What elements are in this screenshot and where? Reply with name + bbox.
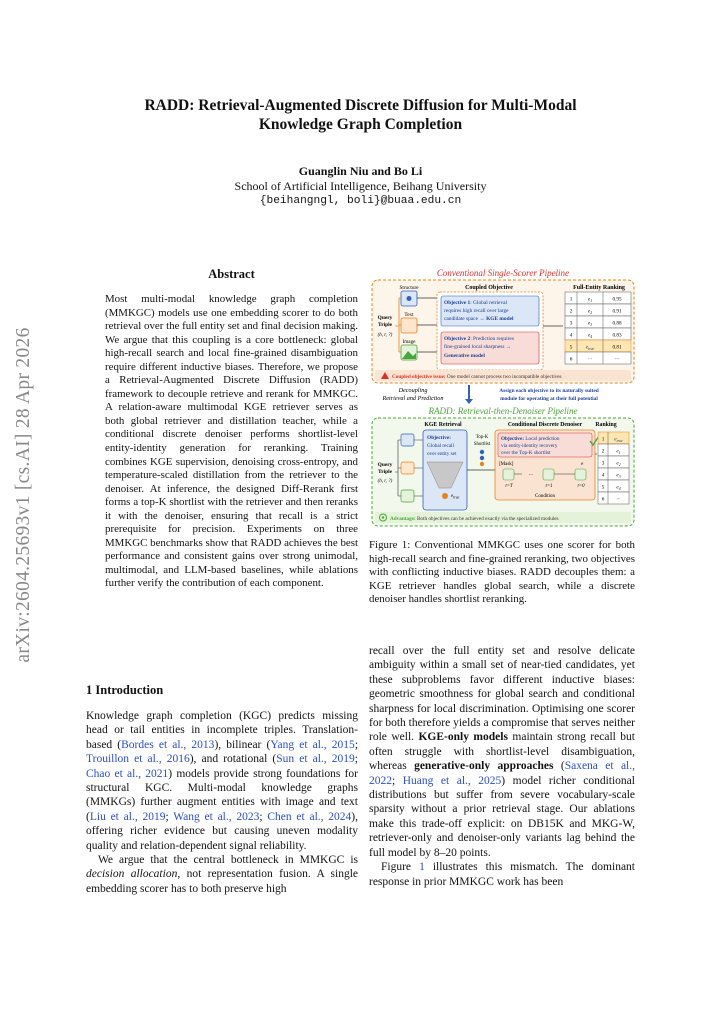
objective-1-text-1: Objective 1: Global retrieval (444, 300, 508, 306)
text-run: ; (392, 774, 403, 787)
text-run: illustrates this mismatch. The dominant response in prior MMKGC work has been (369, 861, 635, 888)
emphasis: decision allocation (86, 868, 178, 881)
citation-link[interactable]: Wang et al., 2023 (173, 810, 260, 823)
ranked-entity: $e_2$ (616, 460, 621, 467)
text-run: ; (259, 810, 268, 823)
ranked-entity: ··· (588, 356, 592, 363)
decoupling-label-2: Retrieval and Prediction (382, 395, 444, 402)
ranking-rank: 5 (601, 484, 605, 491)
retrieved-true-entity: $e_{true}$ (451, 494, 460, 500)
figure-1-diagram (369, 266, 637, 530)
ranking-row (565, 352, 631, 364)
full-entity-ranking-label: Full-Entity Ranking (573, 285, 625, 291)
text-run: ; (354, 738, 359, 751)
shortlist-dot (480, 456, 484, 460)
ranked-entity: $e_3$ (587, 320, 593, 327)
author-names: Guanglin Niu and Bo Li (298, 164, 423, 178)
text-run: ), and rotational ( (189, 753, 277, 766)
coupled-objective-label: Coupled Objective (465, 285, 513, 291)
ranking-rank: 6 (601, 496, 605, 503)
timestep-t-0: t=0 (577, 484, 585, 489)
ranking-score: 0.95 (612, 296, 622, 303)
figure-reference-link[interactable]: 1 (419, 861, 425, 874)
ranking-rank: 6 (569, 356, 573, 363)
text-run: We argue that the central bottleneck in MMKGC is (98, 854, 358, 867)
text-run: ; (354, 753, 358, 766)
diffusion-ellipsis: ··· (528, 472, 534, 478)
kge-retrieval-label: KGE Retrieval (424, 422, 462, 428)
intro-paragraph-2-continued (369, 644, 635, 860)
query-label: Query (377, 462, 393, 468)
image-icon (401, 490, 414, 502)
denoiser-objective-text-2: via entity-identity recovery (501, 443, 558, 449)
ranking-rank: 5 (569, 344, 573, 351)
text-run: ( (553, 760, 565, 773)
conventional-pipeline-title: Conventional Single-Scorer Pipeline (436, 268, 570, 278)
shortlist-dot (480, 462, 484, 466)
full-entity-ranking-table (565, 292, 631, 364)
triple-label: Triple (378, 322, 392, 328)
target-icon-center (382, 516, 384, 518)
ranking-rank: 3 (601, 460, 605, 467)
text-run: ), bilinear ( (214, 738, 271, 751)
kge-objective-text-3: over entity set (427, 451, 457, 457)
section-heading-introduction: 1 Introduction (86, 683, 164, 697)
objective-1-text-2: requires high recall over large (444, 308, 509, 314)
reranked-ranking-table (598, 432, 629, 504)
objective-2-text-1: Objective 2: Prediction requires (444, 336, 514, 342)
ranked-entity: $e_{true}$ (585, 344, 595, 351)
bold-term: KGE-only models (418, 731, 508, 744)
text-run: Figure (381, 861, 420, 874)
ranking-rank: 2 (601, 448, 605, 455)
query-label: Query (377, 315, 393, 321)
ranked-entity: $e_4$ (587, 332, 593, 339)
timestep-t-1: t=1 (545, 484, 553, 489)
objective-2-text-3: Generative model (444, 353, 485, 359)
text-run: , not representation fusion. A single embedding scorer has to both preserve high (86, 868, 358, 895)
denoiser-objective-text-1: Objective: Local prediction (501, 436, 560, 442)
abstract-heading: Abstract (208, 267, 255, 281)
condition-label: Condition (534, 494, 556, 499)
decoupling-arrowhead (465, 399, 473, 404)
arxiv-stamp-text: arXiv:2604.25693v1 [cs.AI] 28 Apr 2026 (13, 327, 34, 663)
assign-label-1: Assign each objective to its naturally suited (499, 388, 599, 394)
entity-token-label: e (581, 461, 584, 467)
text-label: Text (404, 312, 414, 318)
ranking-rank: 4 (569, 332, 573, 339)
paper-title (0, 96, 721, 134)
bold-term: generative-only approaches (414, 760, 554, 773)
paper-title-line-1: RADD: Retrieval-Augmented Discrete Diffusion for Multi-Modal (144, 97, 577, 114)
ranking-score: 0.91 (612, 308, 622, 315)
citation-link[interactable]: Liu et al., 2019 (89, 810, 166, 823)
ranking-score: 0.83 (612, 332, 622, 339)
ranking-label: Ranking (595, 422, 617, 428)
text-document-icon (401, 318, 417, 333)
ranking-score: 0.81 (612, 344, 622, 351)
denoiser-objective-text-3: over the Top-K shortlist (501, 450, 551, 456)
shortlist-dot (480, 450, 484, 454)
intro-right-column (369, 644, 635, 889)
ranking-rank: 1 (601, 436, 605, 443)
ranking-score: 0.88 (612, 320, 622, 327)
ranked-entity: $e_2$ (587, 308, 593, 315)
text-run: maintain strong recall but often struggle with shortlist-level disambiguation, whereas (369, 731, 636, 773)
ranked-entity: $e_1$ (616, 448, 621, 455)
ranked-entity: ··· (616, 496, 621, 503)
citation-link[interactable]: Sun et al., 2019 (276, 753, 355, 766)
ranking-rank: 3 (569, 320, 573, 327)
image-label: Image (402, 339, 416, 345)
text-run: recall over the full entity set and resolve delicate ambiguity within a small set of near-tied candidates, yet these subproblems favor different inductive biases: geometric smoothness for global search and conditional sharpness for local discrimination. Optimising one scorer for both therefore yields a compromise that serves neither role well. (369, 645, 635, 744)
topk-label-1: Top-K (475, 435, 489, 440)
citation-link[interactable]: Yang et al., 2015 (270, 738, 355, 751)
diffusion-step-t-0 (575, 469, 586, 480)
text-run: ; (165, 810, 174, 823)
citation-link[interactable]: Huang et al., 2025 (402, 774, 502, 787)
abstract-text: Most multi-modal knowledge graph completion (MMKGC) models use one embedding scorer to do both retrieval over the full entity set and final decision making. We argue that this coupling is a core bottleneck: global high-recall search and local fine-grained disambiguation require different inductive biases. Therefore, we propose a Retrieval-Augmented Discrete Diffusion (RADD) framework to decouple retrieve and rerank for MMKGC. A relation-aware multimodal KGE retriever serves as both global retriever and distillation teacher, while a conditional discrete denoiser performs shortlist-level entity-identity generation for reranking. Training combines KGE supervision, denoising cross-entropy, and temperature-scaled distillation from the retriever to the denoiser. At inference, the designed Diff-Rerank first forms a top-K shortlist with the retriever and then reranks it with the denoiser, ensuring that recall is a strict prerequisite for precision. Experiments on three MMKGC benchmarks show that RADD achieves the best performance and consistent gains over strong unimodal, multimodal, and LLM-based baselines, while ablations further verify the contribution of each component. (105, 293, 358, 590)
structure-icon (401, 434, 414, 446)
triple-label: Triple (378, 469, 392, 475)
text-run: ), offering richer evidence but causing uneven modality quality and relation-dependent signal reliability. (86, 810, 359, 852)
ranked-entity: $e_{true}$ (614, 436, 623, 443)
conditional-denoiser-label: Conditional Discrete Denoiser (507, 422, 583, 428)
affiliation: School of Artificial Intelligence, Beihang University (234, 179, 487, 193)
ranking-rank: 1 (569, 296, 573, 303)
query-tuple: (h, r, ?) (377, 333, 393, 338)
citation-link[interactable]: Saxena et al., 2022 (369, 760, 635, 787)
structure-node (407, 296, 412, 301)
intro-left-column (86, 709, 358, 896)
ranking-rank: 4 (601, 472, 605, 479)
kge-objective-text-1: Objective: (427, 435, 451, 441)
text-run: Knowledge graph completion (KGC) predicts missing head or tail entities in incomplete triples. Translation-based ( (86, 710, 358, 751)
author-block (0, 164, 721, 209)
ranked-entity: $e_4$ (616, 484, 621, 491)
ranked-entity: $e_1$ (587, 296, 593, 303)
ranking-score: ··· (614, 356, 620, 363)
intro-paragraph-3 (369, 860, 635, 889)
radd-pipeline-title: RADD: Retrieval-then-Denoiser Pipeline (428, 406, 578, 416)
objective-2-text-2: fine-grained local sharpness → (444, 344, 512, 350)
citation-link[interactable]: Chao et al., 2021 (86, 767, 169, 780)
text-document-icon (401, 462, 414, 474)
retrieved-entity-dot (442, 493, 448, 499)
topk-label-2: Shortlist (473, 442, 491, 447)
intro-paragraph-2 (86, 853, 358, 896)
assign-label-2: module for operating at their full potential (500, 396, 598, 402)
intro-paragraph-1 (86, 709, 358, 853)
query-tuple: (h, r, ?) (377, 479, 393, 484)
citation-link[interactable]: Chen et al., 2024 (267, 810, 352, 823)
ranked-entity: $e_3$ (616, 472, 621, 479)
kge-objective-text-2: Global recall (427, 443, 454, 449)
author-email: {beihangngl, boli}@buaa.edu.cn (259, 195, 462, 207)
timestep-t-T: t=T (505, 484, 513, 489)
text-run: ) model richer conditional distributions but suffer from severe vocabulary-scale sparsity without a prior retrieval stage. Our ablations make this trade-off explicit: on DB15K and MKG-W, retriever-only and denoiser-only variants lag behind the full model by 8–20 points. (369, 774, 635, 859)
advantage-text: Advantage: Both objectives can be achieved exactly via the specialized modules (390, 516, 559, 522)
citation-link[interactable]: Trouillon et al., 2016 (86, 753, 190, 766)
diffusion-step-t-T (503, 469, 514, 480)
objective-1-text-3: candidate space → KGE model (444, 316, 514, 322)
ranking-rank: 2 (569, 308, 573, 315)
decoupling-label-1: Decoupling (398, 387, 428, 394)
mask-token-label: [Mask] (499, 462, 514, 467)
structure-label: Structure (399, 285, 419, 291)
text-run: ) models provide strong foundations for structural KGC. Multi-modal knowledge graphs (MMKGs) further augment entities with image and text ( (86, 767, 359, 823)
coupled-issue-text: Coupled objective issue: One model cannot process two incompatible objectives (392, 374, 562, 380)
arxiv-stamp (4, 300, 44, 690)
citation-link[interactable]: Bordes et al., 2013 (121, 738, 215, 751)
diffusion-step-t-1 (543, 469, 554, 480)
paper-title-line-2: Knowledge Graph Completion (258, 116, 463, 133)
figure-1-caption: Figure 1: Conventional MMKGC uses one scorer for both high-recall search and fine-grained reranking, two objectives with conflicting inductive biases. RADD decouples them: a KGE retriever handles global search, while a discrete denoiser handles shortlist reranking. (369, 539, 635, 605)
